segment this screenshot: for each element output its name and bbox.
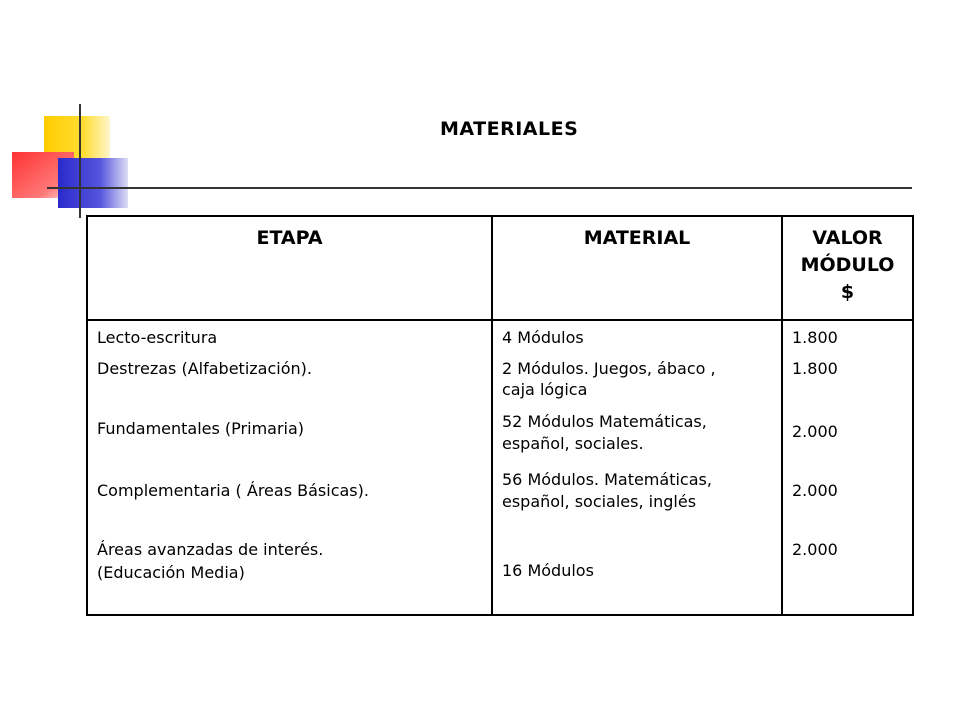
material-item: 52 Módulos Matemáticas, [502, 412, 707, 431]
material-item: 56 Módulos. Matemáticas, [502, 470, 712, 489]
material-item: español, sociales. [502, 434, 644, 453]
etapa-item: (Educación Media) [97, 563, 245, 582]
etapa-cell [87, 320, 492, 615]
header-valor-line3: $ [840, 281, 855, 303]
valor-item: 2.000 [792, 481, 838, 500]
etapa-item: Áreas avanzadas de interés. [97, 540, 324, 559]
slide-title: MATERIALES [440, 118, 579, 140]
header-valor-line1: VALOR [812, 227, 883, 249]
etapa-item: Fundamentales (Primaria) [97, 419, 305, 438]
etapa-item: Complementaria ( Áreas Básicas). [97, 481, 369, 500]
materials-table [86, 215, 914, 616]
valor-item: 2.000 [792, 540, 838, 559]
valor-item: 2.000 [792, 422, 838, 441]
header-material: MATERIAL [492, 216, 782, 320]
material-item: español, sociales, inglés [502, 492, 697, 511]
etapa-item: Destrezas (Alfabetización). [97, 359, 312, 378]
valor-item: 1.800 [792, 328, 838, 347]
material-item: caja lógica [502, 380, 588, 399]
valor-item: 1.800 [792, 359, 838, 378]
table-row [87, 320, 913, 615]
etapa-item: Lecto-escritura [97, 328, 218, 347]
table-header-row [87, 216, 913, 320]
valor-cell [782, 320, 913, 615]
header-valor-modulo [782, 216, 913, 320]
header-valor-line2: MÓDULO [800, 254, 895, 276]
material-item: 2 Módulos. Juegos, ábaco , [502, 359, 716, 378]
deco-blue-square [58, 158, 128, 208]
material-item: 4 Módulos [502, 328, 584, 347]
material-item: 16 Módulos [502, 561, 594, 580]
material-cell [492, 320, 782, 615]
header-etapa: ETAPA [87, 216, 492, 320]
